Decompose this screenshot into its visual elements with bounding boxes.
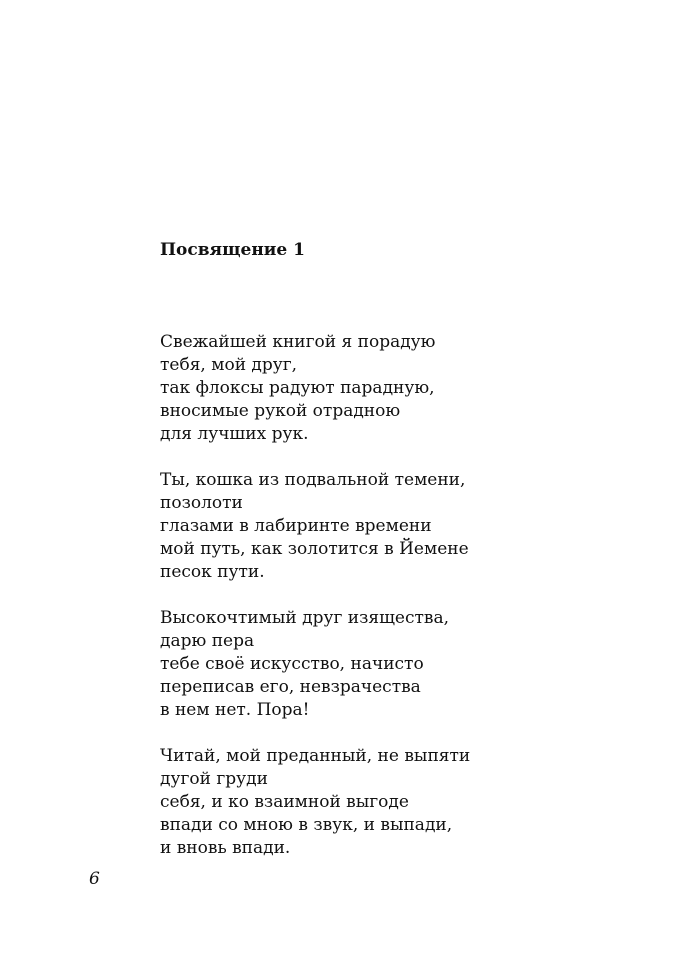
poem-line: себя, и ко взаимной выгоде — [160, 792, 409, 812]
poem-line: так флоксы радуют парадную, — [160, 378, 435, 398]
poem-line: песок пути. — [160, 562, 265, 582]
stanza-4 — [160, 745, 470, 860]
poem-body — [160, 331, 470, 883]
poem-line: дарю пера — [160, 631, 255, 651]
poem-line: в нем нет. Пора! — [160, 700, 310, 720]
page-number: 6 — [89, 869, 100, 889]
poem-line: Читай, мой преданный, не выпяти — [160, 746, 471, 766]
poem-line: мой путь, как золотится в Йемене — [160, 539, 469, 559]
poem-title: Посвящение 1 — [160, 240, 305, 260]
poem-line: дугой груди — [160, 769, 268, 789]
poem-line: Ты, кошка из подвальной темени, — [160, 470, 466, 490]
poem-line: для лучших рук. — [160, 424, 309, 444]
poem-line: вносимые рукой отрадною — [160, 401, 401, 421]
poem-line: позолоти — [160, 493, 243, 513]
poem-line: Высокочтимый друг изящества, — [160, 608, 449, 628]
poem-line: впади со мною в звук, и выпади, — [160, 815, 453, 835]
stanza-1 — [160, 331, 470, 446]
poem-line: и вновь впади. — [160, 838, 291, 858]
poem-line: переписав его, невзрачества — [160, 677, 421, 697]
poem-line: тебя, мой друг, — [160, 355, 298, 375]
poem-line: Свежайшей книгой я порадую — [160, 332, 436, 352]
stanza-2 — [160, 469, 470, 584]
stanza-3 — [160, 607, 470, 722]
poem-line: глазами в лабиринте времени — [160, 516, 432, 536]
poem-line: тебе своё искусство, начисто — [160, 654, 424, 674]
